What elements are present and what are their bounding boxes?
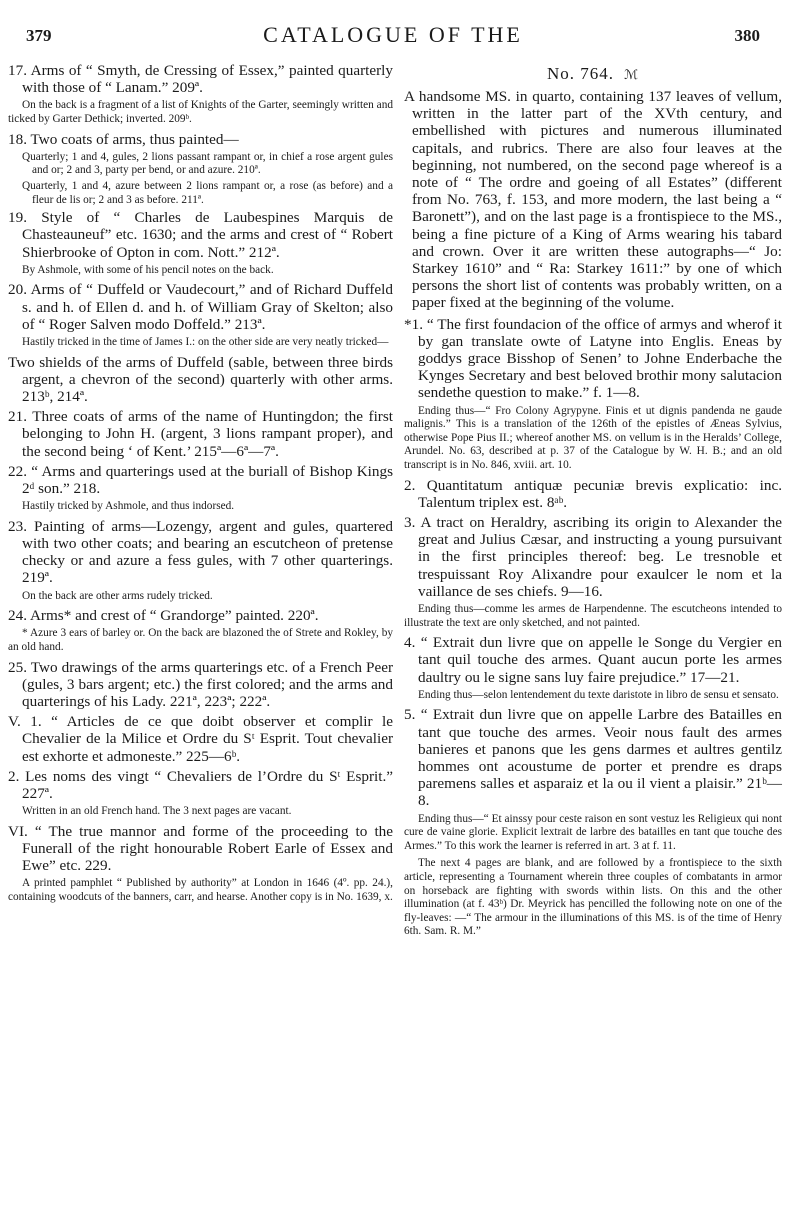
entry-19: 19. Style of “ Charles de Laubespines Marquis de Chasteauneuf” etc. 1630; and the arms and crest of “ Robert Shierbrooke of Opton in com. Nott.” 212ª.	[8, 209, 393, 261]
entry-22: 22. “ Arms and quarterings used at the buriall of Bishop Kings 2ᵈ son.” 218.	[8, 462, 393, 497]
note-article-4: Ending thus—selon lentendement du texte daristote in libro de sensu et sensato.	[418, 688, 779, 701]
entry-25: 25. Two drawings of the arms quarterings etc. of a French Peer (gules, 3 bars argent; etc.) the first colored; and the arms and quarterings of his Lady. 221ª, 223ª; 222ª.	[8, 658, 393, 710]
note-frontispiece: The next 4 pages are blank, and are followed by a frontispiece to the sixth article, representing a Tournament wherein three couples of combatants in armor on horseback are fighting with swords within lists. On this and the other illumination (at f. 43ᵇ) Dr. Meyrick has pencilled the following note on one of the fly-leaves: —“ The armour in the illuminations of this MS. is of the time of Henry 6th. Sam. R. M.”	[404, 857, 782, 938]
entry-23: 23. Painting of arms—Lozengy, argent and gules, quartered with two other coats; and bearing an escutcheon of pretense checky or and azure a fess gules, with 7 other quarterings. 219ª.	[8, 517, 393, 587]
entry-24: 24. Arms* and crest of “ Grandorge” painted. 220ª.	[8, 607, 319, 625]
note-vi: A printed pamphlet “ Published by authority” at London in 1646 (4º. pp. 24.), containing woodcuts of the banners, carr, and hearse. Another copy is in No. 1639, x.	[8, 877, 393, 904]
manuscript-number: No. 764.	[547, 64, 615, 83]
note-22: Hastily tricked by Ashmole, and thus indorsed.	[22, 500, 235, 513]
page-number-left: 379	[26, 26, 52, 45]
article-2: 2. Quantitatum antiquæ pecuniæ brevis explicatio: inc. Talentum triplex est. 8ᵃᵇ.	[404, 476, 782, 511]
pencil-mark: ℳ	[624, 67, 639, 82]
article-5: 5. “ Extrait dun livre que on appelle Larbre des Batailles en tant que touche des armes. Veoir nous fault des armes banieres et panons que les gens darmes et aultres gentilz hommes ont acoustume de porter et prendre es draps paremens salles et asparaiz et la ou il vient a plaisir.” 21ᵇ—8.	[404, 706, 782, 810]
sub-18a: Quarterly; 1 and 4, gules, 2 lions passant rampant or, in chief a rose argent gules and or; 2 and 3, party per bend, or and azure. 210ª.	[22, 150, 393, 177]
entry-18: 18. Two coats of arms, thus painted—	[8, 130, 239, 148]
entry-21: 21. Three coats of arms of the name of Huntingdon; the first belonging to John H. (argent, 3 lions rampant proper), and the second being ‘ of Kent.’ 215ª—6ª—7ª.	[8, 408, 393, 460]
manuscript-heading	[404, 64, 782, 84]
sub-18b: Quarterly, 1 and 4, azure between 2 lions rampant or, a rose (as before) and a fleur de lis or; 2 and 3 as before. 211ª.	[22, 179, 393, 206]
note-article-1: Ending thus—“ Fro Colony Agrypyne. Finis et ut dignis pandenda ne gaude malignis.” This is a translation of the 126th of the epistles of Æneas Sylvius, otherwise Pope Pius II.; whereof another MS. on vellum is in the Heralds’ College, Arundel. No. 63, described at p. 37 of the Catalogue by W. H. B.; and an old transcript is in No. 846, xviii. art. 10.	[404, 404, 782, 472]
note-17: On the back is a fragment of a list of Knights of the Garter, seemingly written and ticked by Garter Dethick; inverted. 209ᵇ.	[8, 99, 393, 125]
note-article-5: Ending thus—“ Et ainssy pour ceste raison en sont vestuz les Religieux qui nont cure de vaine glorie. Explicit lextrait de larbre des batailles en tant que touche des Armes.” To this work the learner is referred in art. 3 at f. 11.	[404, 812, 782, 852]
entry-20: 20. Arms of “ Duffeld or Vaudecourt,” and of Richard Duffeld s. and h. of Ellen d. and h. of William Gray of Skelton; also of “ Roger Salven modo Doffeld.” 213ª.	[8, 281, 393, 333]
note-23: On the back are other arms rudely tricked.	[22, 589, 213, 602]
article-3: 3. A tract on Heraldry, ascribing its origin to Alexander the great and Julius Cæsar, and instructing a young pursuivant in the first principles thereof: beg. Le tresnoble et trespuissant Roy Alixandre pour exaulcer le nom et la vaillance de ses chiefs. 9—16.	[404, 514, 782, 600]
page-header	[26, 22, 760, 52]
entry-vi: VI. “ The true mannor and forme of the proceeding to the Funerall of the right honourable Robert Earle of Essex and Ewe” etc. 229.	[8, 822, 393, 875]
manuscript-description: A handsome MS. in quarto, containing 137 leaves of vellum, written in the latter part of the XVth century, and embellished with pictures and numerous illuminated capitals, and rubrics. There are also four leaves at the beginning, not numbered, on the second page whereof is a note of “ The ordre and goeing of all Estates” (different from No. 763, f. 153, and more modern, the last being a “ Baronett”), and on the last page is a frontispiece to the MS., being a fine picture of a King of Arms wearing his tabard and crown. Over it are written these autographs—“ Jo: Starkey 1610” and “ Ra: Starkey 1611:” by one of which persons the short list of contents was probably written, on a paper fixed at the beginning of the volume.	[404, 88, 782, 312]
running-title: CATALOGUE OF THE	[263, 22, 523, 47]
note-20: Hastily tricked in the time of James I.: on the other side are very neatly tricked—	[22, 335, 389, 348]
entry-v2: 2. Les noms des vingt “ Chevaliers de l’Ordre du Sᵗ Esprit.” 227ª.	[8, 767, 393, 803]
article-1: *1. “ The first foundacion of the office of armys and wherof it by gan translate owte of Latyne into Englis. Eneas by goddys grace Bisshop of Senen’ to Johne Enderbache the Kynges Secretary and best beloved brothir mony salutacion sendethe question to make.” f. 1—8.	[404, 315, 782, 402]
note-article-3: Ending thus—comme les armes de Harpendenne. The escutcheons intended to illustrate the text are only sketched, and not painted.	[404, 603, 782, 629]
right-column	[404, 62, 782, 943]
page-number-right: 380	[734, 26, 760, 45]
entry-20-cont: Two shields of the arms of Duffeld (sable, between three birds argent, a chevron of the second) quarterly with other arms. 213ᵇ, 214ª.	[8, 353, 393, 405]
note-19: By Ashmole, with some of his pencil notes on the back.	[22, 263, 274, 276]
note-v2: Written in an old French hand. The 3 next pages are vacant.	[22, 805, 292, 818]
note-24: * Azure 3 ears of barley or. On the back are blazoned the of Strete and Rokley, by an old hand.	[8, 627, 393, 653]
entry-v1: V. 1. “ Articles de ce que doibt observer et complir le Chevalier de la Milice et Ordre du Sᵗ Esprit. Tout chevalier est exhorte et admoneste.” 225—6ᵇ.	[8, 713, 393, 765]
entry-17: 17. Arms of “ Smyth, de Cressing of Essex,” painted quarterly with those of “ Lanam.” 209ª.	[8, 62, 393, 97]
article-4: 4. “ Extrait dun livre que on appelle le Songe du Vergier en tant quil touche des armes. Quant aucun porte les armes daultry ou le signe sans luy faire prejudice.” 17—21.	[404, 634, 782, 686]
left-column	[8, 62, 393, 909]
